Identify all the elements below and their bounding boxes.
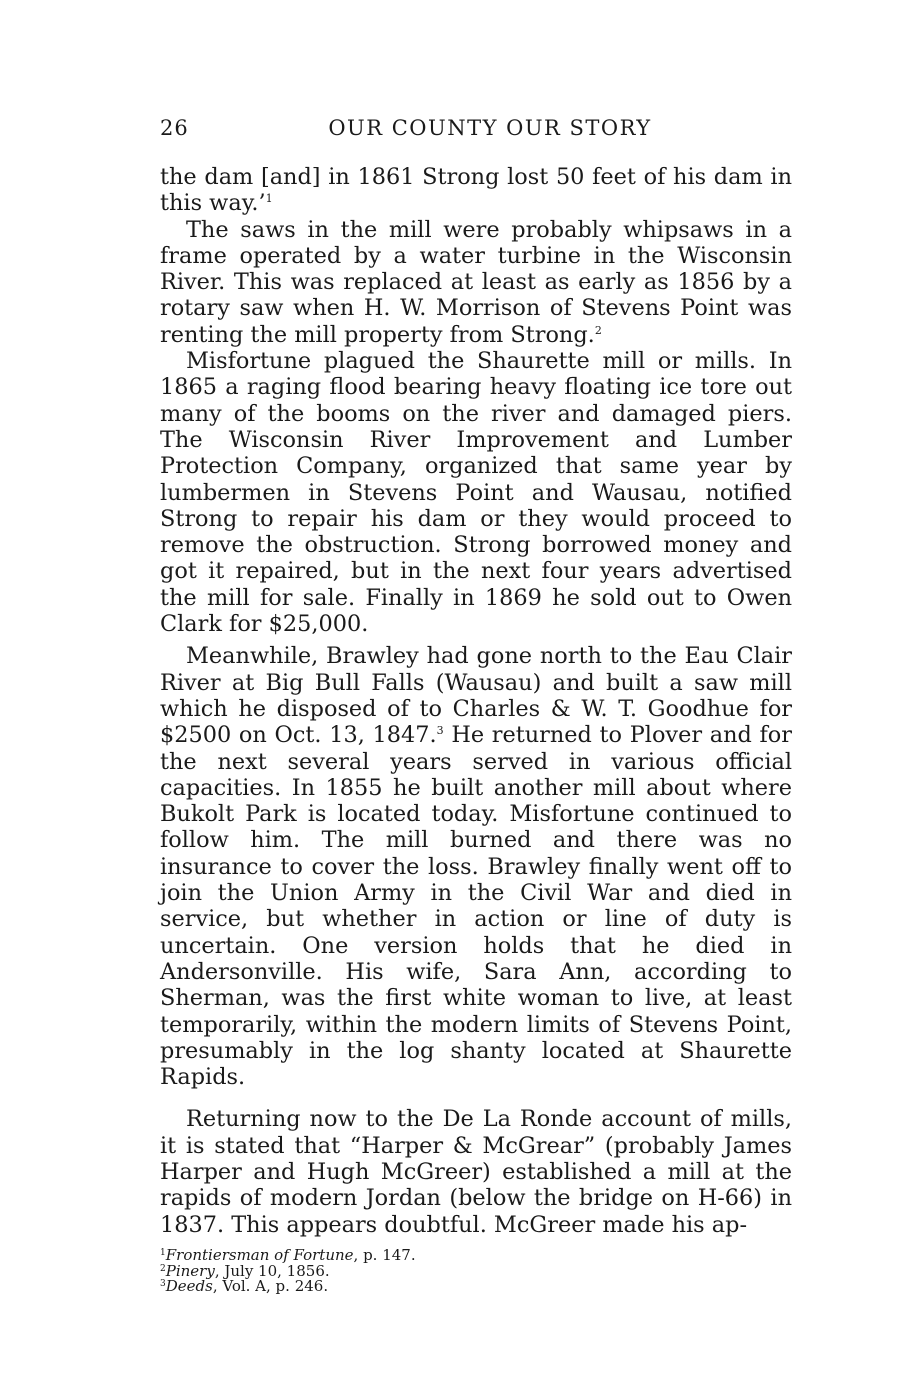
page-number: 26 xyxy=(160,116,189,140)
running-title: OUR COUNTY OUR STORY xyxy=(328,116,652,140)
footnote: $^1$Frontiersman of Fortune, p. 147. xyxy=(160,1245,416,1264)
paragraph: Meanwhile, Brawley had gone north to the Eau Clair River at Big Bull Falls (Wausau) and built a saw mill which he disposed of to Charles & W. T. Goodhue for $2500 on Oct. 13, 1847.$^3$ He returned to Plover and for the next several years served in various official capacities. In 1855 he built another mill about where Bukolt Park is located today. Misfortune continued to follow him. The mill burned and there was no insurance to cover the loss. Brawley finally went off to join the Union Army in the Civil War and died in service, but whether in action or line of duty is uncertain. One version holds that he died in Andersonville. His wife, Sara Ann, according to Sherman, was the first white woman to live, at least temporarily, within the modern limits of Stevens Point, presumably in the log shanty located at Shaurette Rapids. xyxy=(160,643,792,1091)
paragraph: Returning now to the De La Ronde account of mills, it is stated that “Harper & McGrear” (probably James Harper and Hugh McGreer) established a mill at the rapids of modern Jordan (below the bridge on H-66) in 1837. This appears doubtful. McGreer made his ap- xyxy=(160,1106,792,1238)
paragraph: Misfortune plagued the Shaurette mill or mills. In 1865 a raging flood bearing heavy floating ice tore out many of the booms on the river and damaged piers. The Wisconsin River Improvement and Lumber Protection Company, organized that same year by lumbermen in Stevens Point and Wausau, notified Strong to repair his dam or they would proceed to remove the obstruction. Strong borrowed money and got it repaired, but in the next four years advertised the mill for sale. Finally in 1869 he sold out to Owen Clark for $25,000. xyxy=(160,348,792,638)
paragraph: the dam [and] in 1861 Strong lost 50 feet of his dam in this way.’$^1$ xyxy=(160,164,792,217)
footnote-ref: 3 xyxy=(436,724,444,738)
body-text xyxy=(160,164,792,1238)
footnote: $^2$Pinery, July 10, 1856. xyxy=(160,1261,330,1280)
book-page xyxy=(160,112,792,1295)
page-header xyxy=(160,112,792,142)
footnote-ref: 1 xyxy=(265,192,273,206)
footnote: $^3$Deeds, Vol. A, p. 246. xyxy=(160,1277,329,1296)
footnotes xyxy=(160,1245,792,1296)
paragraph: The saws in the mill were probably whipsaws in a frame operated by a water turbine in the Wisconsin River. This was replaced at least as early as 1856 by a rotary saw when H. W. Morrison of Stevens Point was renting the mill property from Strong.$^2$ xyxy=(160,216,792,348)
footnote-ref: 2 xyxy=(594,323,602,337)
